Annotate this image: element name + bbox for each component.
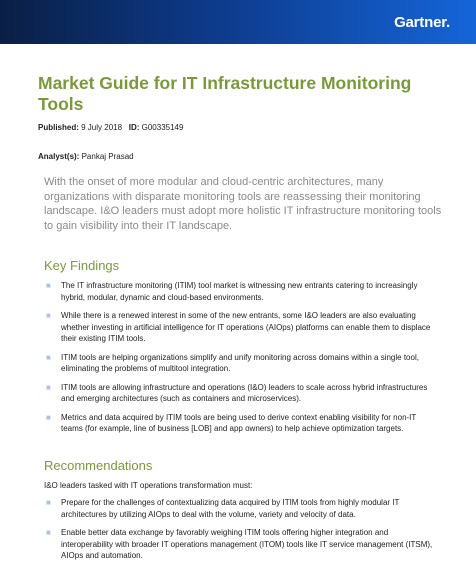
list-item-text: Metrics and data acquired by ITIM tools are being used to derive context enabling visibility for non-IT teams (for example, line of business [LOB] and app owners) to help achieve optimization targets.: [61, 412, 417, 433]
analyst-line: [38, 152, 134, 161]
published-date: 9 July 2018: [81, 123, 123, 132]
list-item-text: ITIM tools are helping organizations simplify and unify monitoring across domains within a single tool, eliminating the problems of multitool integration.: [61, 352, 419, 373]
list-item: [44, 280, 436, 303]
list-item: [44, 310, 436, 345]
header-banner: [0, 0, 476, 44]
list-item: [44, 382, 436, 405]
summary-paragraph: With the onset of more modular and cloud-centric architectures, many organizations with disparate monitoring tools are reassessing their monitoring landscape. I&O leaders must adopt more holistic IT infrastructure monitoring tools to gain visibility into their IT landscape.: [44, 176, 442, 232]
recommendations-heading: Recommendations: [44, 458, 153, 473]
published-label: Published:: [38, 123, 79, 132]
recommendations-list: [44, 497, 436, 569]
bullet-icon: ■: [46, 528, 51, 537]
bullet-icon: ■: [46, 311, 51, 320]
bullet-icon: ■: [46, 498, 51, 507]
list-item-text: Prepare for the challenges of contextualizing data acquired by ITIM tools from highly modular IT architectures by utilizing AIOps to deal with the volume, variety and velocity of data.: [61, 498, 400, 519]
analyst-name: Pankaj Prasad: [81, 152, 134, 161]
list-item: [44, 412, 436, 435]
list-item-text: While there is a renewed interest in some of the new entrants, some I&O leaders are also evaluating whether investing in artificial intelligence for IT operations (AIOps) platforms can enable them to displace their existing ITIM tools.: [61, 311, 431, 343]
gartner-logo: Gartner.: [394, 14, 450, 31]
analyst-label: Analyst(s):: [38, 152, 80, 161]
list-item: [44, 497, 436, 520]
document-title: Market Guide for IT Infrastructure Monitoring Tools: [38, 73, 412, 114]
list-item-text: Enable better data exchange by favorably weighing ITIM tools offering higher integration and interoperability with broader IT operations management (ITOM) tools like IT service management (ITSM), AIOps and automation.: [61, 528, 433, 560]
list-item: [44, 352, 436, 375]
publication-meta: [38, 123, 183, 132]
bullet-icon: ■: [46, 281, 51, 290]
bullet-icon: ■: [46, 412, 51, 422]
id-label: ID:: [128, 123, 140, 132]
list-item-text: The IT infrastructure monitoring (ITIM) tool market is witnessing new entrants catering to increasingly hybrid, modular, dynamic and cloud-based environments.: [61, 281, 418, 302]
document-id: G00335149: [141, 123, 184, 132]
list-item: [44, 527, 436, 562]
key-findings-list: [44, 280, 436, 442]
recommendations-intro: I&O leaders tasked with IT operations transformation must:: [44, 481, 253, 490]
key-findings-heading: Key Findings: [44, 258, 120, 273]
bullet-icon: ■: [46, 352, 51, 362]
bullet-icon: ■: [46, 382, 51, 392]
list-item-text: ITIM tools are allowing infrastructure and operations (I&O) leaders to scale across hybrid infrastructures and emerging architectures (such as containers and microservices).: [61, 382, 428, 403]
